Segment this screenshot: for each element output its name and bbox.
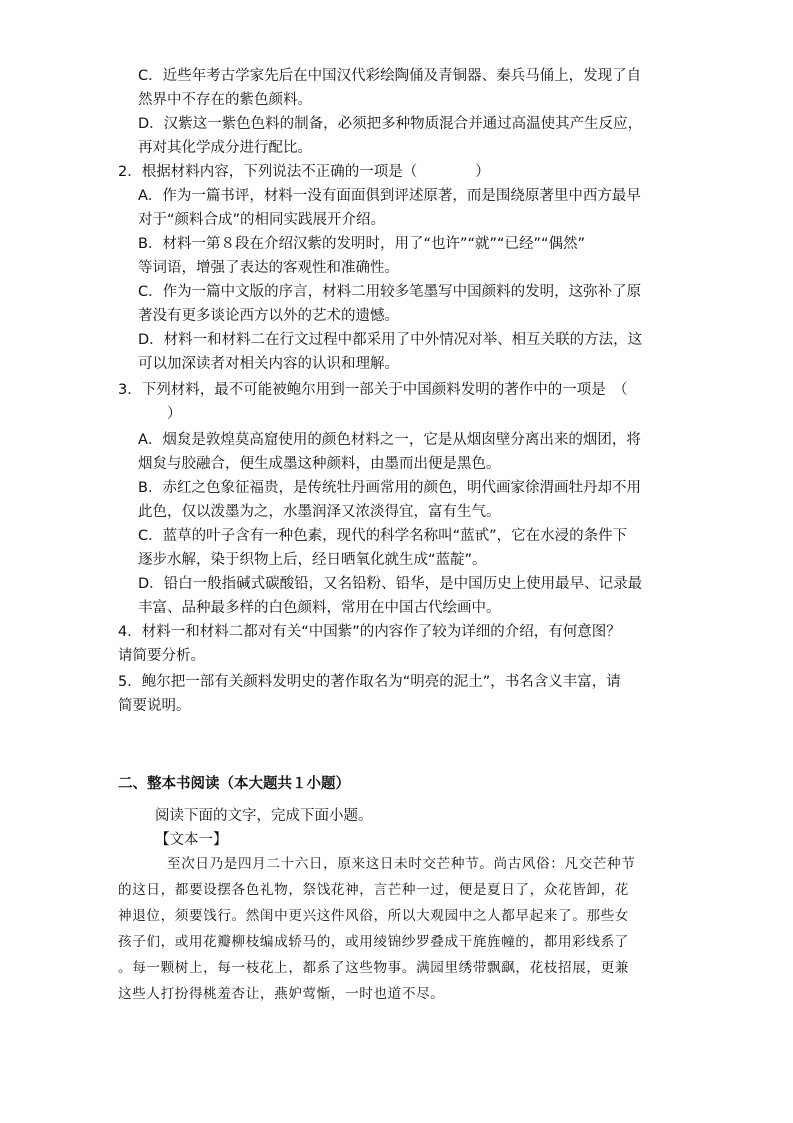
q2-option-c-line-1: C．作为一篇中文版的序言，材料二用较多笔墨写中国颜料的发明，这弥补了原 [138,284,642,300]
q3-option-c-line-2: 逐步水解，染于织物上后，经日晒氧化就生成“蓝靛”。 [138,552,487,568]
question-3-continued: ） [138,406,182,422]
option-c-line-1: C．近些年考古学家先后在中国汉代彩绘陶俑及青铜器、秦兵马俑上，发现了自 [138,68,642,84]
option-d-line-1: D．汉紫这一紫色色料的制备，必须把多种物质混合并通过高温使其产生反应， [138,116,643,132]
q3-option-b-line-2: 此色，仅以泼墨为之，水墨润泽又浓淡得宜，富有生气。 [138,504,501,520]
reading-instruction: 阅读下面的文字，完成下面小题。 [155,808,373,824]
text-one-label: 【文本一】 [155,832,228,848]
q2-option-d-line-2: 可以加深读者对相关内容的认识和理解。 [138,356,399,372]
question-4: 4．材料一和材料二都对有关“中国紫”的内容作了较为详细的介绍，有何意图？ [118,624,621,640]
question-5: 5．鲍尔把一部有关颜料发明史的著作取名为“明亮的泥土”，书名含义丰富，请 [118,674,621,690]
question-4-continued: 请简要分析。 [118,648,205,664]
q3-option-a-line-2: 烟炱与胶融合，便生成墨这种颜料，由墨而出便是黑色。 [138,456,501,472]
section-heading: 二、整本书阅读（本大题共１小题） [118,776,350,792]
passage-line: 的这日，都要设摆各色礼物，祭饯花神，言芒种一过，便是夏日了，众花皆卸，花 [118,882,629,898]
q2-option-b-line-2: 等词语，增强了表达的客观性和准确性。 [138,260,399,276]
question-2: 2．根据材料内容，下列说法不正确的一项是（ ） [118,164,490,180]
q3-option-d-line-1: D．铅白一般指碱式碳酸铅，又名铅粉、铅华，是中国历史上使用最早、记录最 [138,576,643,592]
q3-option-a-line-1: A．烟炱是敦煌莫高窟使用的颜色材料之一，它是从烟囱壁分离出来的烟团，将 [138,432,641,448]
q2-option-b-line-1: B．材料一第８段在介绍汉紫的发明时，用了“也许”“就”“已经”“偶然” [138,236,586,252]
passage-line: 这些人打扮得桃羞杏让，燕妒莺惭，一时也道不尽。 [118,986,445,1002]
q3-option-b-line-1: B．赤红之色象征福贵，是传统牡丹画常用的颜色，明代画家徐渭画牡丹却不用 [138,480,641,496]
q2-option-a-line-1: A．作为一篇书评，材料一没有面面俱到评述原著，而是围绕原著里中西方最早 [138,188,641,204]
passage-line: 孩子们，或用花瓣柳枝编成轿马的，或用绫锦纱罗叠成干旄旌幢的，都用彩线系了 [118,934,629,950]
option-c-line-2: 然界中不存在的紫色颜料。 [138,92,312,108]
option-d-line-2: 再对其化学成分进行配比。 [138,140,312,156]
q3-option-d-line-2: 丰富、品种最多样的白色颜料，常用在中国古代绘画中。 [138,600,501,616]
question-5-continued: 简要说明。 [118,698,191,714]
q3-option-c-line-1: C．蓝草的叶子含有一种色素，现代的科学名称叫“蓝甙”，它在水浸的条件下 [138,528,628,544]
passage-line: 。每一颗树上，每一枝花上，都系了这些物事。满园里绣带飘飖，花枝招展，更兼 [118,960,629,976]
question-3: 3．下列材料，最不可能被鲍尔用到一部关于中国颜料发明的著作中的一项是 （ [118,382,628,398]
q2-option-c-line-2: 著没有更多谈论西方以外的艺术的遗憾。 [138,308,399,324]
passage-line: 神退位，须要饯行。然闺中更兴这件风俗，所以大观园中之人都早起来了。那些女 [118,908,629,924]
q2-option-d-line-1: D．材料一和材料二在行文过程中都采用了中外情况对举、相互关联的方法，这 [138,332,643,348]
q2-option-a-line-2: 对于“颜料合成”的相同实践展开介绍。 [138,212,386,228]
passage-line: 至次日乃是四月二十六日，原来这日未时交芒种节。尚古风俗：凡交芒种节 [167,856,636,872]
